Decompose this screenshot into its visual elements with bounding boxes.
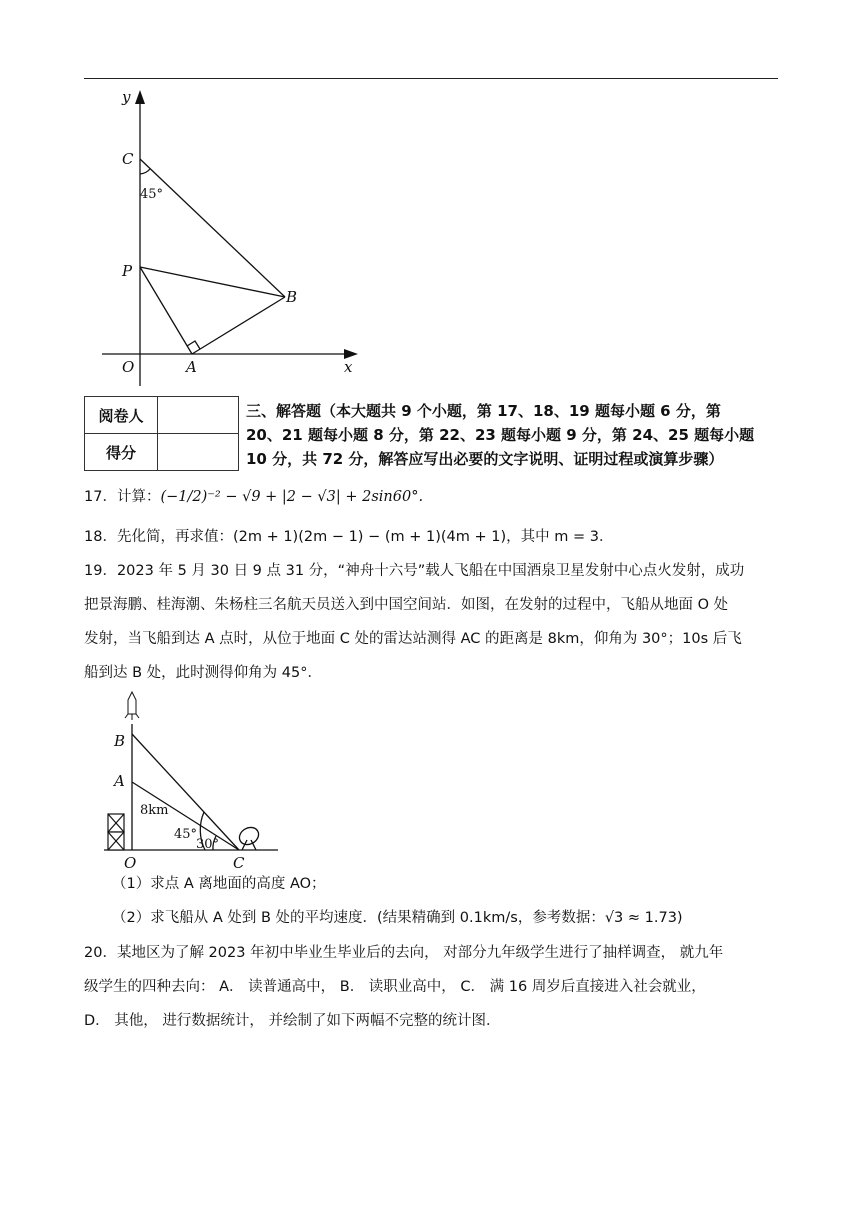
section-heading (246, 399, 786, 471)
distance-label: 8km (140, 803, 169, 818)
angle-arc-C (140, 169, 150, 174)
q19-line-1: 19．2023 年 5 月 30 日 9 点 31 分，“神舟十六号”载人飞船在中国酒泉卫星发射中心点火发射，成功 (84, 563, 745, 579)
section-line-3: 10 分，共 72 分，解答应写出必要的文字说明、证明过程或演算步骤） (246, 450, 724, 468)
section-line-2: 20、21 题每小题 8 分，第 22、23 题每小题 9 分，第 24、25 题每小题 (246, 426, 755, 444)
label-y: y (122, 88, 131, 106)
reviewer-label: 阅卷人 (85, 397, 158, 434)
q20-line-1: 20．某地区为了解 2023 年初中毕业生毕业后的去向， 对部分九年级学生进行了抽样调查， 就九年 (84, 945, 724, 961)
y-axis-arrow (135, 90, 145, 104)
q19-line-4: 船到达 B 处，此时测得仰角为 45°． (84, 665, 322, 681)
q19-sub-2: （2）求飞船从 A 处到 B 处的平均速度．(结果精确到 0.1km/s，参考数据：√3 ≈ 1.73) (112, 910, 683, 926)
building-icon (108, 814, 124, 850)
label-B: B (286, 288, 298, 306)
label-B: B (114, 732, 126, 750)
angle-label-45: 45° (140, 187, 164, 202)
label-C: C (233, 854, 245, 872)
q19-sub-1: （1）求点 A 离地面的高度 AO； (112, 876, 326, 892)
label-C: C (122, 150, 134, 168)
question-17 (84, 480, 423, 514)
q20-line-3: D． 其他， 进行数据统计， 并绘制了如下两幅不完整的统计图． (84, 1013, 501, 1029)
segment-AB (192, 297, 285, 354)
label-O: O (124, 854, 137, 872)
rocket-icon (125, 692, 139, 720)
segment-CB (140, 159, 285, 297)
label-A: A (114, 772, 125, 790)
q17-expression: (−1/2)⁻² − √9 + |2 − √3| + 2sin60°. (160, 489, 424, 505)
q19-line-3: 发射，当飞船到达 A 点时，从位于地面 C 处的雷达站测得 AC 的距离是 8km，仰角为 30°；10s 后飞 (84, 631, 742, 647)
label-P: P (122, 262, 133, 280)
segment-PB (140, 267, 285, 297)
question-20 (84, 936, 778, 1038)
label-A: A (186, 358, 197, 376)
angle-label-30: 30° (196, 837, 220, 852)
score-field (158, 434, 239, 471)
q19-line-2: 把景海鹏、桂海潮、朱杨柱三名航天员送入到中国空间站．如图，在发射的过程中，飞船从地面 O 处 (84, 597, 729, 613)
label-origin: O (122, 358, 135, 376)
label-x: x (344, 358, 353, 376)
section-line-1: 三、解答题（本大题共 9 个小题，第 17、18、19 题每小题 6 分，第 (246, 402, 721, 420)
q20-line-2: 级学生的四种去向： A． 读普通高中， B． 读职业高中， C． 满 16 周岁后直接进入社会就业， (84, 979, 706, 995)
question-18: 18．先化简，再求值：(2m + 1)(2m − 1) − (m + 1)(4m + 1)，其中 m = 3． (84, 529, 614, 545)
reviewer-field (158, 397, 239, 434)
coordinate-figure (96, 86, 368, 386)
header-rule (84, 78, 778, 79)
angle-label-45: 45° (174, 827, 198, 842)
q17-prefix: 17．计算： (84, 489, 161, 505)
segment-PA (140, 267, 192, 354)
rocket-figure (96, 688, 286, 872)
score-table (84, 396, 239, 471)
radar-icon (236, 824, 261, 850)
score-label: 得分 (85, 434, 158, 471)
question-19 (84, 554, 778, 690)
